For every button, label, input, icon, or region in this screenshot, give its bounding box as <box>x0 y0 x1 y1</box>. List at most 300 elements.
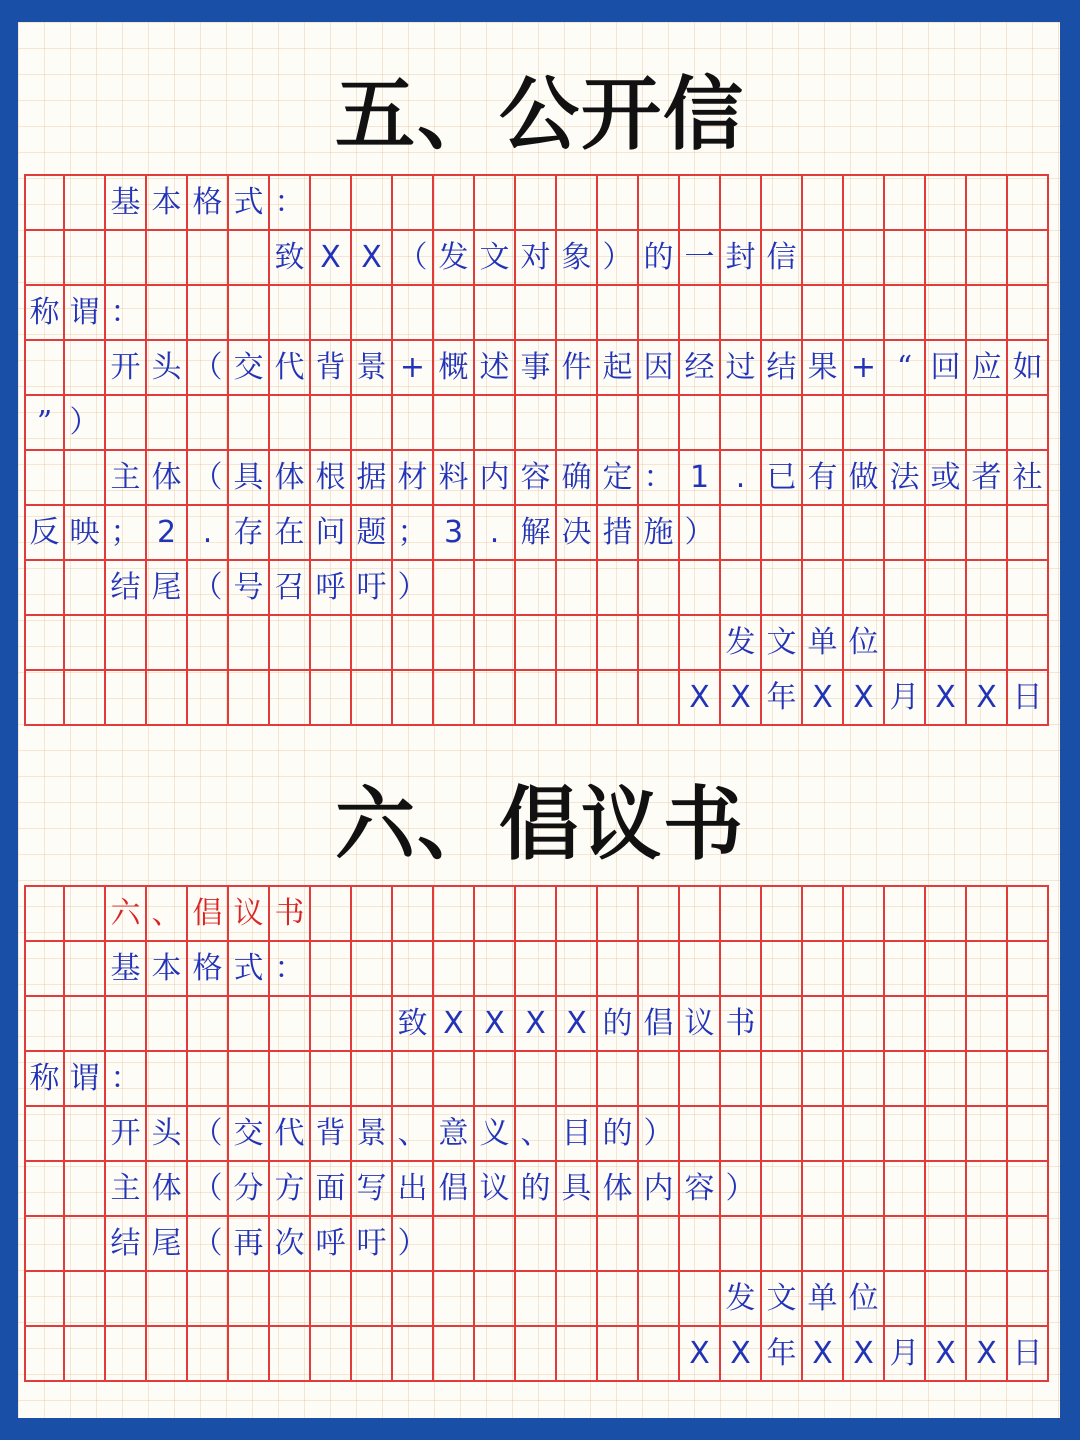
grid-cell <box>598 394 639 449</box>
grid-cell <box>147 229 188 284</box>
grid-cell <box>188 614 229 669</box>
grid-cell: 呼 <box>311 1215 352 1270</box>
grid-cell: 做 <box>844 449 885 504</box>
grid-cell <box>475 394 516 449</box>
grid-cell <box>475 1050 516 1105</box>
grid-cell <box>24 885 65 940</box>
grid-cell: 的 <box>598 1105 639 1160</box>
grid-cell <box>721 559 762 614</box>
grid-cell: 体 <box>147 449 188 504</box>
grid-cell <box>516 1270 557 1325</box>
grid-cell <box>270 1270 311 1325</box>
grid-cell: 的 <box>639 229 680 284</box>
grid-cell <box>557 174 598 229</box>
grid-cell <box>803 1105 844 1160</box>
grid-cell <box>188 1270 229 1325</box>
grid-cell: 有 <box>803 449 844 504</box>
grid-cell <box>475 284 516 339</box>
grid-cell: 议 <box>680 995 721 1050</box>
grid-bottom-border <box>24 724 1049 726</box>
grid-cell: 存 <box>229 504 270 559</box>
grid-cell: 确 <box>557 449 598 504</box>
grid-cell: 据 <box>352 449 393 504</box>
grid-cell: ： <box>106 1050 147 1105</box>
grid-cell <box>967 614 1008 669</box>
grid-cell <box>967 995 1008 1050</box>
grid-cell: 号 <box>229 559 270 614</box>
grid-cell <box>639 1270 680 1325</box>
grid-cell: X <box>844 669 885 724</box>
grid-cell <box>65 1325 106 1380</box>
grid-cell <box>967 1270 1008 1325</box>
grid-cell <box>885 284 926 339</box>
grid-cell <box>926 1050 967 1105</box>
grid-cell <box>885 995 926 1050</box>
grid-cell <box>393 1050 434 1105</box>
grid-cell: 位 <box>844 1270 885 1325</box>
grid-cell <box>311 1270 352 1325</box>
grid-cell <box>926 174 967 229</box>
grid-cell <box>311 669 352 724</box>
grid-cell <box>65 1105 106 1160</box>
grid-cell: 出 <box>393 1160 434 1215</box>
grid-cell: 、 <box>147 885 188 940</box>
grid-cell <box>762 1160 803 1215</box>
grid-cell: 一 <box>680 229 721 284</box>
grid-cell: X <box>803 1325 844 1380</box>
grid-cell: 体 <box>598 1160 639 1215</box>
grid-cell <box>598 284 639 339</box>
grid-cell: 具 <box>557 1160 598 1215</box>
grid-cell: 文 <box>762 614 803 669</box>
grid-cell: 发 <box>721 1270 762 1325</box>
grid-cell <box>352 940 393 995</box>
grid-cell: ） <box>598 229 639 284</box>
grid-cell <box>475 559 516 614</box>
grid-cell <box>598 1215 639 1270</box>
grid-cell: 或 <box>926 449 967 504</box>
grid-cell: 景 <box>352 1105 393 1160</box>
grid-cell: （ <box>393 229 434 284</box>
grid-cell: 议 <box>229 885 270 940</box>
grid-open-letter <box>24 174 1049 726</box>
grid-cell: 结 <box>106 559 147 614</box>
grid-cell <box>844 504 885 559</box>
grid-cell: 2 <box>147 504 188 559</box>
grid-cell: 开 <box>106 339 147 394</box>
grid-cell <box>516 1215 557 1270</box>
grid-cell: 倡 <box>639 995 680 1050</box>
grid-cell <box>680 1215 721 1270</box>
grid-cell <box>393 669 434 724</box>
grid-cell: 结 <box>106 1215 147 1270</box>
grid-cell <box>721 940 762 995</box>
grid-cell <box>352 885 393 940</box>
grid-cell <box>65 995 106 1050</box>
grid-cell: ； <box>106 504 147 559</box>
grid-cell <box>598 614 639 669</box>
grid-cell: 象 <box>557 229 598 284</box>
grid-cell: 致 <box>393 995 434 1050</box>
grid-cell: ” <box>24 394 65 449</box>
grid-cell <box>557 885 598 940</box>
grid-cell <box>639 1050 680 1105</box>
grid-cell <box>475 614 516 669</box>
grid-cell <box>803 394 844 449</box>
grid-cell: X <box>967 1325 1008 1380</box>
grid-cell <box>1008 394 1049 449</box>
grid-cell <box>434 1050 475 1105</box>
grid-cell <box>885 504 926 559</box>
grid-cell <box>680 614 721 669</box>
grid-cell <box>65 885 106 940</box>
grid-cell: 尾 <box>147 559 188 614</box>
grid-cell <box>844 229 885 284</box>
grid-cell <box>721 394 762 449</box>
grid-cell: ） <box>680 504 721 559</box>
grid-cell: 具 <box>229 449 270 504</box>
grid-cell <box>844 1105 885 1160</box>
grid-cell <box>147 669 188 724</box>
grid-cell <box>762 394 803 449</box>
grid-cell <box>844 1160 885 1215</box>
grid-cell <box>147 284 188 339</box>
grid-cell <box>147 995 188 1050</box>
grid-cell: 回 <box>926 339 967 394</box>
grid-cell: . <box>188 504 229 559</box>
grid-cell: 信 <box>762 229 803 284</box>
grid-cell <box>188 995 229 1050</box>
grid-cell <box>557 614 598 669</box>
grid-cell: （ <box>188 1215 229 1270</box>
grid-cell: 事 <box>516 339 557 394</box>
grid-cell <box>885 1050 926 1105</box>
grid-cell <box>311 940 352 995</box>
grid-cell: 交 <box>229 1105 270 1160</box>
grid-cell <box>65 339 106 394</box>
grid-cell <box>106 1325 147 1380</box>
grid-cell <box>1008 229 1049 284</box>
grid-cell <box>352 394 393 449</box>
grid-cell <box>721 174 762 229</box>
grid-cell: 3 <box>434 504 475 559</box>
grid-cell <box>270 995 311 1050</box>
grid-cell <box>844 885 885 940</box>
grid-cell: X <box>434 995 475 1050</box>
grid-cell <box>557 394 598 449</box>
grid-cell: （ <box>188 1105 229 1160</box>
grid-cell: X <box>803 669 844 724</box>
grid-cell <box>475 669 516 724</box>
grid-cell <box>24 669 65 724</box>
grid-cell: 分 <box>229 1160 270 1215</box>
grid-cell <box>311 885 352 940</box>
grid-cell <box>434 1325 475 1380</box>
grid-cell <box>1008 995 1049 1050</box>
grid-cell <box>680 174 721 229</box>
grid-cell: 日 <box>1008 1325 1049 1380</box>
grid-cell: 书 <box>721 995 762 1050</box>
grid-cell: 基 <box>106 174 147 229</box>
grid-cell: ： <box>106 284 147 339</box>
grid-cell: 式 <box>229 174 270 229</box>
grid-cell <box>352 669 393 724</box>
grid-cell <box>475 174 516 229</box>
grid-cell: 述 <box>475 339 516 394</box>
grid-cell <box>721 284 762 339</box>
grid-cell: 基 <box>106 940 147 995</box>
grid-cell: “ <box>885 339 926 394</box>
grid-cell <box>598 885 639 940</box>
grid-cell <box>885 229 926 284</box>
grid-cell: X <box>557 995 598 1050</box>
grid-cell <box>475 1270 516 1325</box>
grid-cell: 倡 <box>434 1160 475 1215</box>
grid-cell <box>24 940 65 995</box>
grid-cell: ： <box>270 940 311 995</box>
grid-cell <box>967 1105 1008 1160</box>
grid-cell <box>762 174 803 229</box>
grid-cell <box>680 1050 721 1105</box>
grid-cell <box>762 1050 803 1105</box>
grid-cell: 本 <box>147 174 188 229</box>
grid-cell: 已 <box>762 449 803 504</box>
grid-cell <box>352 995 393 1050</box>
grid-cell <box>639 885 680 940</box>
grid-cell <box>598 559 639 614</box>
grid-cell <box>106 229 147 284</box>
grid-cell <box>557 1270 598 1325</box>
grid-cell <box>1008 940 1049 995</box>
grid-cell <box>967 885 1008 940</box>
grid-cell: 年 <box>762 669 803 724</box>
grid-cell <box>475 1325 516 1380</box>
grid-cell <box>516 174 557 229</box>
grid-cell: 对 <box>516 229 557 284</box>
grid-cell <box>926 885 967 940</box>
grid-cell <box>24 1215 65 1270</box>
grid-cell <box>106 394 147 449</box>
grid-cell: 格 <box>188 174 229 229</box>
grid-cell <box>721 504 762 559</box>
grid-cell <box>557 940 598 995</box>
grid-cell: 致 <box>270 229 311 284</box>
grid-cell: 施 <box>639 504 680 559</box>
grid-cell <box>1008 1160 1049 1215</box>
grid-cell: （ <box>188 449 229 504</box>
grid-cell <box>885 614 926 669</box>
grid-cell <box>1008 174 1049 229</box>
grid-cell <box>803 504 844 559</box>
section-title-proposal: 六、倡议书 <box>335 777 745 871</box>
grid-cell <box>680 559 721 614</box>
grid-cell: ： <box>270 174 311 229</box>
grid-cell <box>721 1050 762 1105</box>
grid-cell <box>475 1215 516 1270</box>
grid-cell <box>516 614 557 669</box>
grid-cell <box>65 449 106 504</box>
grid-cell: X <box>721 1325 762 1380</box>
grid-cell <box>926 1105 967 1160</box>
grid-cell <box>106 669 147 724</box>
grid-cell: 的 <box>598 995 639 1050</box>
grid-cell <box>803 284 844 339</box>
grid-cell <box>967 504 1008 559</box>
grid-cell <box>926 995 967 1050</box>
grid-cell: 材 <box>393 449 434 504</box>
grid-cell <box>1008 1050 1049 1105</box>
grid-cell <box>557 559 598 614</box>
grid-cell: 单 <box>803 1270 844 1325</box>
grid-cell: 如 <box>1008 339 1049 394</box>
grid-cell: 社 <box>1008 449 1049 504</box>
grid-cell <box>926 229 967 284</box>
grid-cell <box>434 394 475 449</box>
grid-cell <box>434 1270 475 1325</box>
grid-cell <box>967 940 1008 995</box>
grid-cell <box>598 940 639 995</box>
grid-cell <box>680 1270 721 1325</box>
grid-cell: 措 <box>598 504 639 559</box>
grid-cell <box>1008 284 1049 339</box>
grid-cell <box>147 1270 188 1325</box>
grid-cell <box>229 394 270 449</box>
grid-cell <box>24 339 65 394</box>
grid-cell: 主 <box>106 1160 147 1215</box>
grid-cell <box>762 995 803 1050</box>
grid-cell: 文 <box>762 1270 803 1325</box>
grid-cell <box>24 1325 65 1380</box>
grid-cell <box>24 1160 65 1215</box>
grid-cell <box>762 504 803 559</box>
grid-cell <box>1008 559 1049 614</box>
grid-cell <box>680 885 721 940</box>
grid-cell <box>885 394 926 449</box>
grid-cell: 呼 <box>311 559 352 614</box>
grid-cell: 发 <box>434 229 475 284</box>
grid-cell <box>967 1215 1008 1270</box>
grid-cell <box>926 1160 967 1215</box>
grid-cell <box>967 394 1008 449</box>
grid-cell: 映 <box>65 504 106 559</box>
grid-cell: 起 <box>598 339 639 394</box>
grid-cell: 尾 <box>147 1215 188 1270</box>
grid-cell: 格 <box>188 940 229 995</box>
grid-cell <box>1008 885 1049 940</box>
grid-cell: （ <box>188 339 229 394</box>
grid-cell: ） <box>393 1215 434 1270</box>
grid-cell <box>270 669 311 724</box>
grid-cell <box>270 614 311 669</box>
grid-cell <box>598 174 639 229</box>
grid-cell <box>1008 1270 1049 1325</box>
grid-cell: 代 <box>270 339 311 394</box>
grid-cell <box>270 1325 311 1380</box>
grid-cell <box>65 1160 106 1215</box>
grid-cell <box>24 174 65 229</box>
grid-cell <box>65 1270 106 1325</box>
grid-cell: 单 <box>803 614 844 669</box>
grid-cell: 谓 <box>65 1050 106 1105</box>
grid-cell: 结 <box>762 339 803 394</box>
grid-cell: ） <box>65 394 106 449</box>
grid-cell: 解 <box>516 504 557 559</box>
grid-cell: 容 <box>680 1160 721 1215</box>
grid-cell <box>721 885 762 940</box>
grid-cell <box>516 1325 557 1380</box>
grid-cell <box>844 284 885 339</box>
grid-cell: 在 <box>270 504 311 559</box>
grid-cell <box>639 284 680 339</box>
grid-cell <box>311 174 352 229</box>
grid-cell <box>762 1215 803 1270</box>
grid-cell <box>475 885 516 940</box>
grid-cell: 果 <box>803 339 844 394</box>
grid-cell <box>1008 1105 1049 1160</box>
grid-cell <box>311 1325 352 1380</box>
grid-cell <box>516 1050 557 1105</box>
grid-cell <box>434 284 475 339</box>
grid-cell <box>803 1215 844 1270</box>
grid-cell <box>311 394 352 449</box>
grid-cell: 目 <box>557 1105 598 1160</box>
grid-cell: 交 <box>229 339 270 394</box>
grid-cell <box>557 1050 598 1105</box>
grid-cell <box>639 1215 680 1270</box>
grid-cell <box>65 229 106 284</box>
grid-cell: ） <box>639 1105 680 1160</box>
grid-cell <box>229 229 270 284</box>
grid-cell <box>844 1215 885 1270</box>
grid-cell: 倡 <box>188 885 229 940</box>
grid-cell: 吁 <box>352 1215 393 1270</box>
grid-cell <box>762 559 803 614</box>
grid-cell: 头 <box>147 1105 188 1160</box>
grid-cell <box>516 669 557 724</box>
grid-cell <box>352 284 393 339</box>
grid-cell: 本 <box>147 940 188 995</box>
grid-cell: 开 <box>106 1105 147 1160</box>
grid-cell: 内 <box>639 1160 680 1215</box>
grid-cell: 法 <box>885 449 926 504</box>
grid-cell <box>967 1050 1008 1105</box>
grid-cell <box>147 614 188 669</box>
grid-cell: X <box>475 995 516 1050</box>
grid-cell: 方 <box>270 1160 311 1215</box>
grid-cell <box>188 394 229 449</box>
grid-cell: 谓 <box>65 284 106 339</box>
grid-cell: 1 <box>680 449 721 504</box>
grid-cell <box>434 174 475 229</box>
grid-cell <box>434 614 475 669</box>
grid-cell: 义 <box>475 1105 516 1160</box>
grid-cell <box>516 940 557 995</box>
grid-cell: 背 <box>311 339 352 394</box>
grid-cell: X <box>680 669 721 724</box>
grid-cell <box>598 1050 639 1105</box>
grid-cell: ； <box>393 504 434 559</box>
grid-cell <box>311 1050 352 1105</box>
grid-cell <box>967 229 1008 284</box>
grid-cell <box>803 940 844 995</box>
grid-cell <box>270 394 311 449</box>
grid-cell: 位 <box>844 614 885 669</box>
grid-cell: 再 <box>229 1215 270 1270</box>
grid-cell <box>557 1215 598 1270</box>
grid-cell <box>557 284 598 339</box>
grid-cell <box>24 559 65 614</box>
grid-cell: 问 <box>311 504 352 559</box>
